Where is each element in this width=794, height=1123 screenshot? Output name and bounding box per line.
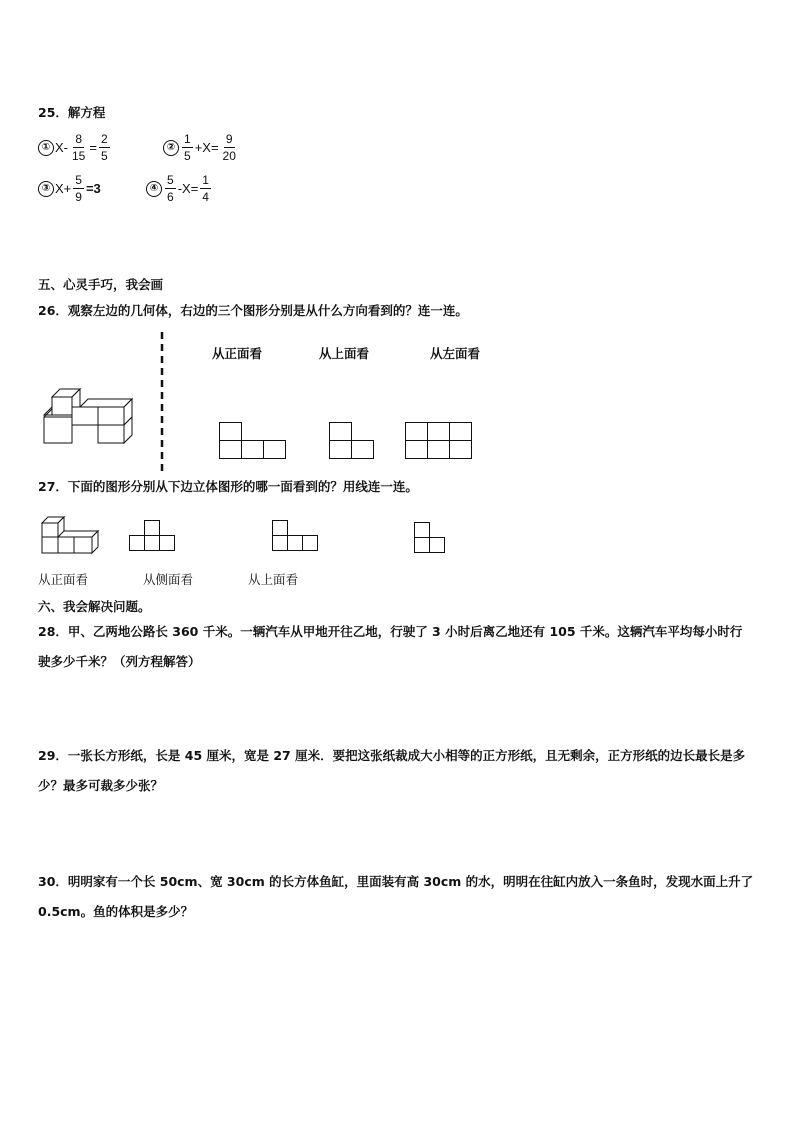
q26-label-front: 从正面看 [212,346,263,361]
q27-text: 27．下面的图形分别从下边立体图形的哪一面看到的？用线连一连。 [38,479,418,494]
view-shape-2 [329,422,379,462]
equation-number: ① [38,140,54,156]
q29-text: 29．一张长方形纸，长是 45 厘米，宽是 27 厘米．要把这张纸裁成大小相等的正方形纸，且无剩余，正方形纸的边长最长是多少？最多可裁多少张？ [38,748,746,793]
view-shape-3 [405,422,475,462]
q27-label-side: 从侧面看 [143,572,194,587]
dashed-divider [160,332,164,472]
equation-number: ② [163,140,179,156]
section-5-title: 五、心灵手巧，我会画 [38,277,164,292]
section-6-title: 六、我会解决问题。 [38,599,151,614]
q26-text: 26．观察左边的几何体，右边的三个图形分别是从什么方向看到的？连一连。 [38,303,468,318]
q27-label-front: 从正面看 [38,572,89,587]
equation-number: ④ [146,181,162,197]
q26-label-top: 从上面看 [319,346,370,361]
q25-title: 25．解方程 [38,105,106,120]
equation-1: ① X- $\frac{8}{15}$ = $\frac{2}{5}$ [38,132,112,163]
equation-2: ② $\frac{1}{5}$ +X= $\frac{9}{20}$ [163,132,240,163]
equation-number: ③ [38,181,54,197]
q27-view-1 [129,520,179,556]
q27-view-2 [272,520,322,556]
view-shape-1 [219,422,289,462]
equation-4: ④ $\frac{5}{6}$ -X= $\frac{1}{4}$ [146,173,213,204]
q30-text: 30．明明家有一个长 50cm、宽 30cm 的长方体鱼缸，里面装有高 30cm 的水，明明在往缸内放入一条鱼时，发现水面上升了 0.5cm。鱼的体积是多少？ [38,874,754,919]
q27-label-top: 从上面看 [248,572,299,587]
q27-view-3 [414,522,450,560]
equation-3: ③ X+ $\frac{5}{9}$ =3 [38,173,101,204]
cube-solid-figure [40,385,140,445]
q27-cube-solid [40,515,102,555]
q28-text: 28．甲、乙两地公路长 360 千米。一辆汽车从甲地开往乙地，行驶了 3 小时后离乙地还有 105 千米。这辆汽车平均每小时行驶多少千米？（列方程解答） [38,624,743,669]
q26-label-left: 从左面看 [430,346,481,361]
